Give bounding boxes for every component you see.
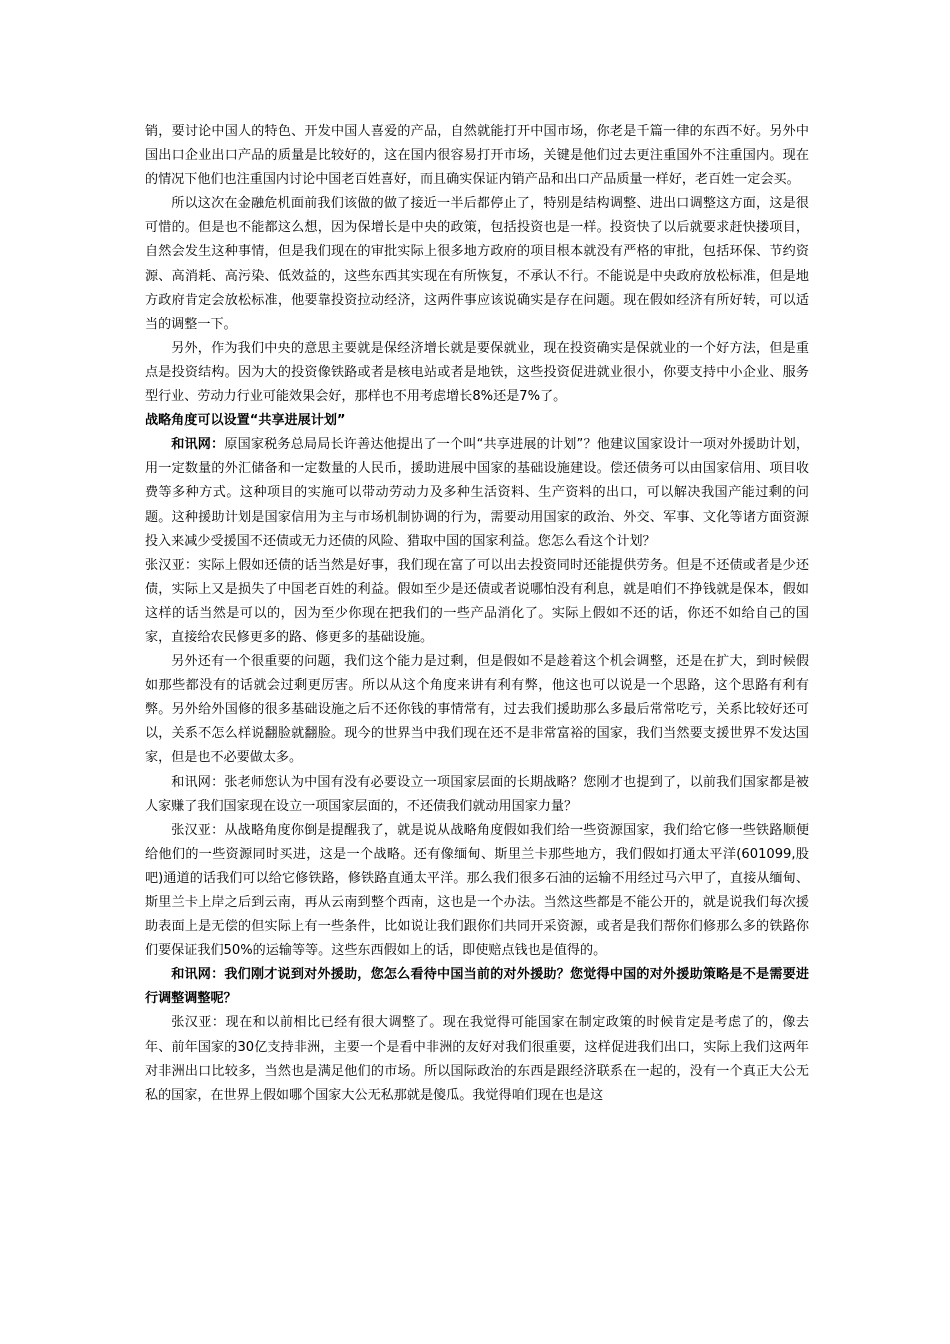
paragraph-7: 另外还有一个很重要的问题，我们这个能力是过剩，但是假如不是趁着这个机会调整，还是在扩大，到时候假如那些都没有的话就会过剩更厉害。所以从这个角度来讲有利有弊，他这也可以说是一个思路，这个思路有利有弊。另外给外国修的很多基础设施之后不还你钱的事情常有，过去我们援助那么多最后常常吃亏，关系比较好还可以，关系不怎么样说翻脸就翻脸。现今的世界当中我们现在还不是非常富裕的国家，我们当然要支援世界不发达国家，但是也不必要做太多。: [145, 654, 809, 766]
paragraph-6: 张汉亚：实际上假如还债的话当然是好事，我们现在富了可以出去投资同时还能提供劳务。但是不还债或者是少还债，实际上又是损失了中国老百姓的利益。假如至少是还债或者说哪怕没有利息，就是咱们不挣钱就是保本，假如这样的话当然是可以的，因为至少你现在把我们的一些产品消化了。实际上假如不还的话，你还不如给自己的国家，直接给农民修更多的路、修更多的基础设施。: [145, 557, 809, 645]
paragraph-11: 张汉亚：现在和以前相比已经有很大调整了。现在我觉得可能国家在制定政策的时候肯定是考虑了的，像去年、前年国家的30亿支持非洲，主要一个是看中非洲的友好对我们很重要，这样促进我们出口，实际上我们这两年对非洲出口比较多，当然也是满足他们的市场。所以国际政治的东西是跟经济联系在一起的，没有一个真正大公无私的国家，在世界上假如哪个国家大公无私那就是傻瓜。我觉得咱们现在也是这: [145, 1015, 809, 1103]
paragraph-1: 销，要讨论中国人的特色、开发中国人喜爱的产品，自然就能打开中国市场，你老是千篇一律的东西不好。另外中国出口企业出口产品的质量是比较好的，这在国内很容易打开市场，关键是他们过去更注重国外不注重国内。现在的情况下他们也注重国内讨论中国老百姓喜好，而且确实保证内销产品和出口产品质量一样好，老百姓一定会买。: [145, 124, 809, 188]
paragraph-5-text: 原国家税务总局局长许善达他提出了一个叫“共享进展的计划”？他建议国家设计一项对外援助计划，用一定数量的外汇储备和一定数量的人民币，援助进展中国家的基础设施建设。偿还债务可以由国家信用、项目收费等多种方式。这种项目的实施可以带动劳动力及多种生活资料、生产资料的出口，可以解决我国产能过剩的问题。这种援助计划是国家信用为主与市场机制协调的行为，需要动用国家的政治、外交、军事、文化等诸方面资源投入来减少受援国不还债或无力还债的风险、猎取中国的国家利益。您怎么看这个计划？: [145, 437, 810, 549]
paragraph-8: 和讯网：张老师您认为中国有没有必要设立一项国家层面的长期战略？您刚才也提到了，以前我们国家都是被人家赚了我们国家现在设立一项国家层面的，不还债我们就动用国家力量？: [145, 774, 809, 814]
paragraph-2: 所以这次在金融危机面前我们该做的做了接近一半后都停止了，特别是结构调整、进出口调整这方面，这是很可惜的。但是也不能都这么想，因为保增长是中央的政策，包括投资也是一样。投资快了以后就要求赶快搂项目，自然会发生这种事情，但是我们现在的审批实际上很多地方政府的项目根本就没有严格的审批，包括环保、节约资源、高消耗、高污染、低效益的，这些东西其实现在有所恢复，不承认不行。不能说是中央政府放松标准，但是地方政府肯定会放松标准，他要靠投资拉动经济，这两件事应该说确实是存在问题。现在假如经济有所好转，可以适当的调整一下。: [145, 196, 809, 332]
section-heading: 战略角度可以设置“共享进展计划”: [145, 413, 346, 429]
paragraph-10: 和讯网：我们刚才说到对外援助，您怎么看待中国当前的对外援助？您觉得中国的对外援助策略是不是需要进行调整调整呢？: [145, 967, 809, 1007]
paragraph-5: [145, 433, 809, 553]
document-page: [145, 120, 809, 1108]
paragraph-3: 另外，作为我们中央的意思主要就是保经济增长就是要保就业，现在投资确实是保就业的一个好方法，但是重点是投资结构。因为大的投资像铁路或者是核电站或者是地铁，这些投资促进就业很小，你要支持中小企业、服务型行业、劳动力行业可能效果会好，那样也不用考虑增长8%还是7%了。: [145, 340, 809, 405]
paragraph-9: 张汉亚：从战略角度你倒是提醒我了，就是说从战略角度假如我们给一些资源国家，我们给它修一些铁路顺便给他们的一些资源同时买进，这是一个战略。还有像缅甸、斯里兰卡那些地方，我们假如打通太平洋(601099,股吧)通道的话我们可以给它修铁路，修铁路直通太平洋。那么我们很多石油的运输不用经过马六甲了，直接从缅甸、斯里兰卡上岸之后到云南，再从云南到整个西南，这也是一个办法。当然这些都是不能公开的，就是说我们每次援助表面上是无偿的但实际上有一些条件，比如说让我们跟你们共同开采资源，或者是我们帮你们修那么多的铁路你们要保证我们50%的运输等等。这些东西假如上的话，即使赔点钱也是值得的。: [145, 822, 809, 959]
speaker-label: 和讯网：: [171, 437, 225, 453]
